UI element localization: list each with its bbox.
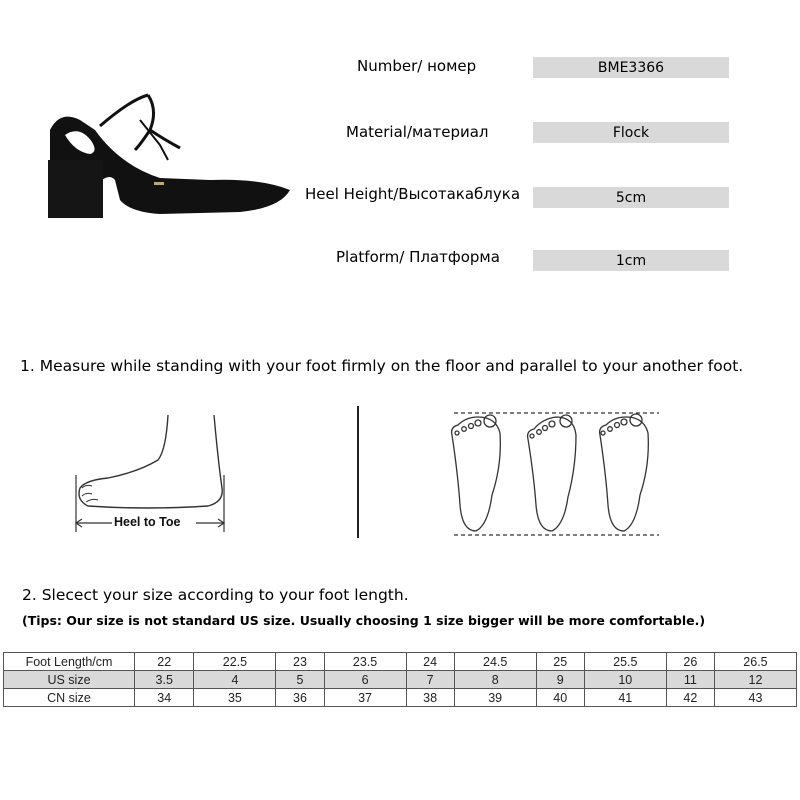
table-cell: 23.5 — [324, 653, 406, 671]
table-cell: 41 — [584, 689, 666, 707]
table-cell: 26 — [666, 653, 714, 671]
spec-value-material: Flock — [533, 122, 729, 143]
table-cell: 22.5 — [194, 653, 276, 671]
table-cell: 42 — [666, 689, 714, 707]
table-cell: 23 — [276, 653, 324, 671]
table-cell: 26.5 — [714, 653, 796, 671]
spec-label-heel-height: Heel Height/Высотакаблука — [305, 185, 521, 203]
spec-label-material: Material/материал — [346, 123, 489, 141]
spec-value-platform: 1cm — [533, 250, 729, 271]
table-cell: 7 — [406, 671, 454, 689]
table-cell: 3.5 — [135, 671, 194, 689]
spec-label-platform: Platform/ Платформа — [336, 248, 500, 266]
step2-title: 2. Slecect your size according to your foot length. — [22, 586, 409, 604]
step1-title: 1. Measure while standing with your foot firmly on the floor and parallel to your another foot. — [20, 357, 744, 375]
spec-value-heel-height: 5cm — [533, 187, 729, 208]
table-cell: 40 — [536, 689, 584, 707]
table-cell: 10 — [584, 671, 666, 689]
table-cell: 38 — [406, 689, 454, 707]
table-cell: 43 — [714, 689, 796, 707]
diagram-divider — [357, 406, 359, 538]
table-row-header: Foot Length/cm — [4, 653, 135, 671]
table-cell: 9 — [536, 671, 584, 689]
table-cell: 4 — [194, 671, 276, 689]
size-tips: (Tips: Our size is not standard US size. Usually choosing 1 size bigger will be more comfortable.) — [22, 613, 706, 628]
table-cell: 25.5 — [584, 653, 666, 671]
table-cell: 24.5 — [454, 653, 536, 671]
table-cell: 39 — [454, 689, 536, 707]
table-cell: 36 — [276, 689, 324, 707]
table-cell: 24 — [406, 653, 454, 671]
spec-label-number: Number/ номер — [357, 57, 477, 75]
table-cell: 37 — [324, 689, 406, 707]
top-foot-diagram — [444, 405, 664, 540]
table-cell: 8 — [454, 671, 536, 689]
shoe-product-image — [40, 90, 290, 230]
table-cell: 25 — [536, 653, 584, 671]
table-row — [4, 671, 797, 689]
table-row-header: US size — [4, 671, 135, 689]
table-cell: 6 — [324, 671, 406, 689]
table-cell: 11 — [666, 671, 714, 689]
table-cell: 22 — [135, 653, 194, 671]
table-cell: 34 — [135, 689, 194, 707]
spec-value-number: BME3366 — [533, 57, 729, 78]
size-chart-table — [3, 652, 797, 707]
heel-to-toe-label: Heel to Toe — [114, 515, 181, 529]
table-cell: 12 — [714, 671, 796, 689]
table-row — [4, 653, 797, 671]
table-row-header: CN size — [4, 689, 135, 707]
table-row — [4, 689, 797, 707]
table-cell: 35 — [194, 689, 276, 707]
table-cell: 5 — [276, 671, 324, 689]
